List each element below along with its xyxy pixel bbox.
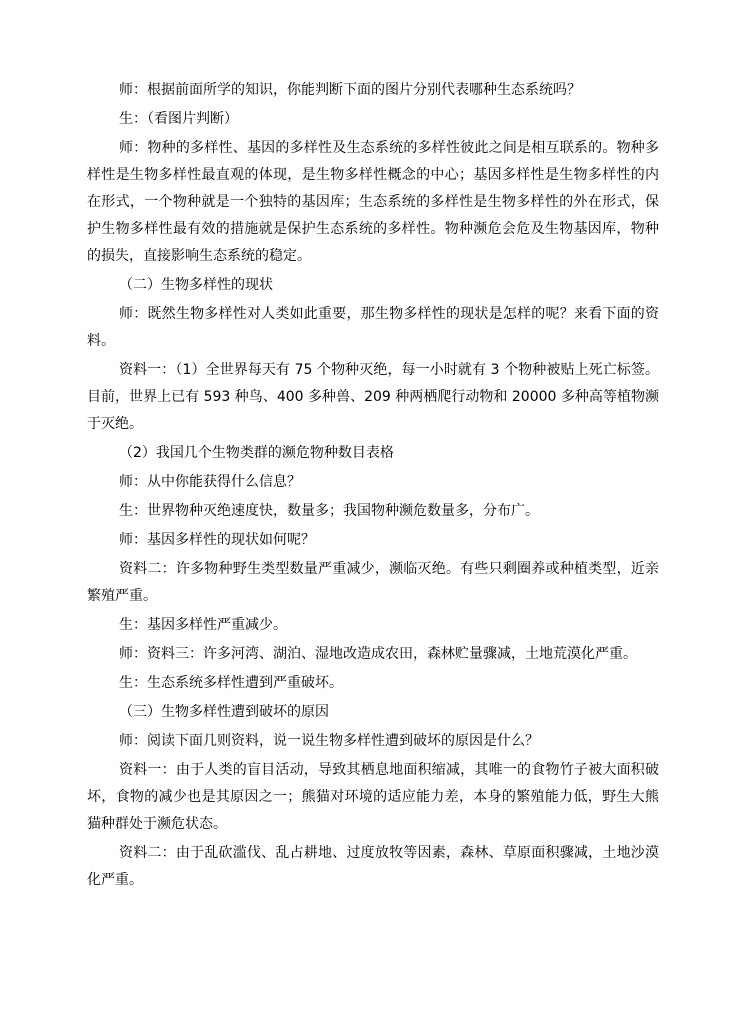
paragraph-material-one: 资料一：（1）全世界每天有 75 个物种灭绝，每一小时就有 3 个物种被贴上死亡标签。目前，世界上已有 593 种鸟、400 多种兽、209 种两栖爬行动物和 20000 多种高等植物濒于灭绝。 <box>87 362 659 432</box>
paragraph-teacher-intro-material: 师：既然生物多样性对人类如此重要，那生物多样性的现状是怎样的呢？来看下面的资料。 <box>87 306 659 349</box>
section-heading-causes: （三）生物多样性遭到破坏的原因 <box>119 704 329 720</box>
paragraph-student-gene-answer: 生：基因多样性严重减少。 <box>119 617 287 633</box>
paragraph-material-three: 师：资料三：许多河湾、湖泊、湿地改造成农田，森林贮量骤减，土地荒漠化严重。 <box>119 646 637 662</box>
paragraph-student-ecosystem-answer: 生：生态系统多样性遭到严重破坏。 <box>119 675 343 691</box>
paragraph-teacher-gene-question: 师：基因多样性的现状如何呢？ <box>119 532 315 548</box>
document-page <box>87 77 659 896</box>
paragraph-material-two: 资料二：许多物种野生类型数量严重减少，濒临灭绝。有些只剩圈养或种植类型，近亲繁殖严重。 <box>87 561 659 604</box>
paragraph-material-one-table-note: （2）我国几个生物类群的濒危物种数目表格 <box>119 445 394 461</box>
section-heading-current-status: （二）生物多样性的现状 <box>119 277 273 293</box>
paragraph-causes-material-two: 资料二：由于乱砍滥伐、乱占耕地、过度放牧等因素，森林、草原面积骤减，土地沙漠化严重。 <box>87 845 659 888</box>
paragraph-student-info-answer: 生：世界物种灭绝速度快，数量多；我国物种濒危数量多，分布广。 <box>119 503 539 519</box>
paragraph-causes-material-one: 资料一：由于人类的盲目活动，导致其栖息地面积缩减，其唯一的食物竹子被大面积破坏，食物的减少也是其原因之一；熊猫对环境的适应能力差，本身的繁殖能力低，野生大熊猫种群处于濒危状态。 <box>87 762 659 832</box>
paragraph-teacher-causes-question: 师：阅读下面几则资料，说一说生物多样性遭到破坏的原因是什么？ <box>119 733 539 749</box>
paragraph-teacher-explanation: 师：物种的多样性、基因的多样性及生态系统的多样性彼此之间是相互联系的。物种多样性是生物多样性最直观的体现，是生物多样性概念的中心；基因多样性是生物多样性的内在形式，一个物种就是一个独特的基因库；生态系统的多样性是生物多样性的外在形式，保护生物多样性最有效的措施就是保护生态系统的多样性。物种濒危会危及生物基因库，物种的损失，直接影响生态系统的稳定。 <box>87 140 659 264</box>
paragraph-student-answer: 生：（看图片判断） <box>119 111 238 127</box>
paragraph-teacher-info-question: 师：从中你能获得什么信息？ <box>119 474 301 490</box>
paragraph-teacher-question: 师：根据前面所学的知识，你能判断下面的图片分别代表哪种生态系统吗？ <box>119 82 581 98</box>
